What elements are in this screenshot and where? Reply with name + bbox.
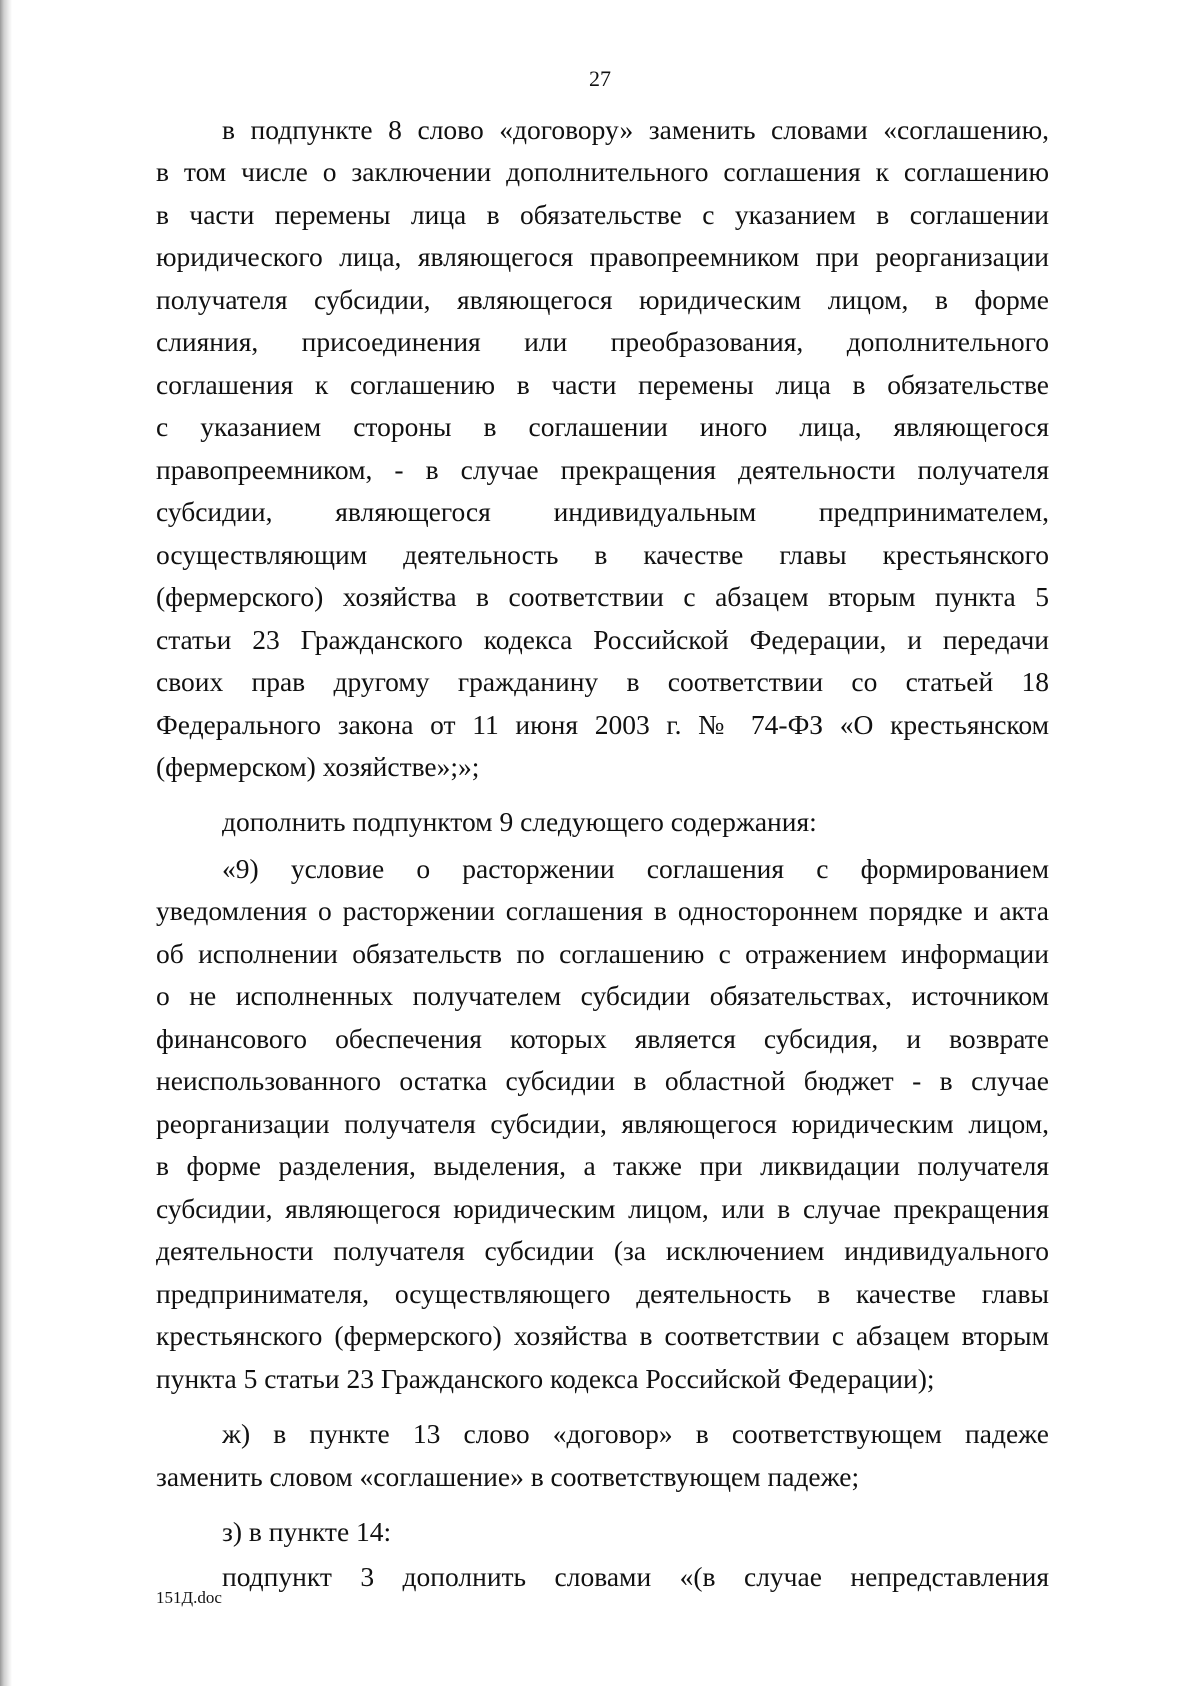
text-line: с указанием стороны в соглашении иного лица, являющегося bbox=[156, 411, 1049, 442]
text-line: в форме разделения, выделения, а также при ликвидации получателя bbox=[156, 1150, 1049, 1181]
text-line: статьи 23 Гражданского кодекса Российской Федерации, и передачи bbox=[156, 624, 1049, 655]
text-line: неиспользованного остатка субсидии в областной бюджет - в случае bbox=[156, 1065, 1049, 1096]
text-line: (фермерского) хозяйства в соответствии с абзацем вторым пункта 5 bbox=[156, 581, 1049, 612]
text-line: подпункт 3 дополнить словами «(в случае непредставления bbox=[222, 1561, 1049, 1592]
footer-filename: 151Д.doc bbox=[156, 1588, 222, 1607]
text-line: ж) в пункте 13 слово «договор» в соответствующем падеже bbox=[222, 1418, 1049, 1449]
text-line: слияния, присоединения или преобразования, дополнительного bbox=[156, 326, 1049, 357]
text-line: (фермерском) хозяйстве»;»; bbox=[156, 751, 480, 782]
text-line: субсидии, являющегося индивидуальным предпринимателем, bbox=[156, 496, 1049, 527]
text-line: крестьянского (фермерского) хозяйства в соответствии с абзацем вторым bbox=[156, 1320, 1049, 1351]
text-line: правопреемником, - в случае прекращения деятельности получателя bbox=[156, 454, 1049, 485]
scan-edge bbox=[0, 0, 12, 1686]
text-line: уведомления о расторжении соглашения в одностороннем порядке и акта bbox=[156, 895, 1049, 926]
text-line: в подпункте 8 слово «договору» заменить словами «соглашению, bbox=[222, 114, 1049, 145]
text-line: Федерального закона от 11 июня 2003 г. № 74-ФЗ «О крестьянском bbox=[156, 709, 1049, 740]
text-line: предпринимателя, осуществляющего деятельность в качестве главы bbox=[156, 1278, 1049, 1309]
text-line: в части перемены лица в обязательстве с указанием в соглашении bbox=[156, 199, 1049, 230]
text-line: соглашения к соглашению в части перемены лица в обязательстве bbox=[156, 369, 1049, 400]
text-line: финансового обеспечения которых является субсидия, и возврате bbox=[156, 1023, 1049, 1054]
text-line: реорганизации получателя субсидии, являющегося юридическим лицом, bbox=[156, 1108, 1049, 1139]
page-number: 27 bbox=[589, 66, 611, 91]
text-line: з) в пункте 14: bbox=[222, 1516, 392, 1547]
text-line: об исполнении обязательств по соглашению с отражением информации bbox=[156, 938, 1049, 969]
text-line: в том числе о заключении дополнительного соглашения к соглашению bbox=[156, 156, 1049, 187]
text-line: заменить словом «соглашение» в соответствующем падеже; bbox=[156, 1461, 860, 1492]
text-line: субсидии, являющегося юридическим лицом, или в случае прекращения bbox=[156, 1193, 1049, 1224]
text-line: «9) условие о расторжении соглашения с формированием bbox=[222, 853, 1049, 884]
text-line: деятельности получателя субсидии (за исключением индивидуального bbox=[156, 1235, 1049, 1266]
text-line: дополнить подпунктом 9 следующего содержания: bbox=[222, 806, 817, 837]
text-line: осуществляющим деятельность в качестве главы крестьянского bbox=[156, 539, 1049, 570]
text-line: юридического лица, являющегося правопреемником при реорганизации bbox=[156, 241, 1049, 272]
text-line: о не исполненных получателем субсидии обязательствах, источником bbox=[156, 980, 1049, 1011]
text-line: своих прав другому гражданину в соответствии со статьей 18 bbox=[156, 666, 1049, 697]
text-line: пункта 5 статьи 23 Гражданского кодекса Российской Федерации); bbox=[156, 1363, 935, 1394]
text-line: получателя субсидии, являющегося юридическим лицом, в форме bbox=[156, 284, 1049, 315]
